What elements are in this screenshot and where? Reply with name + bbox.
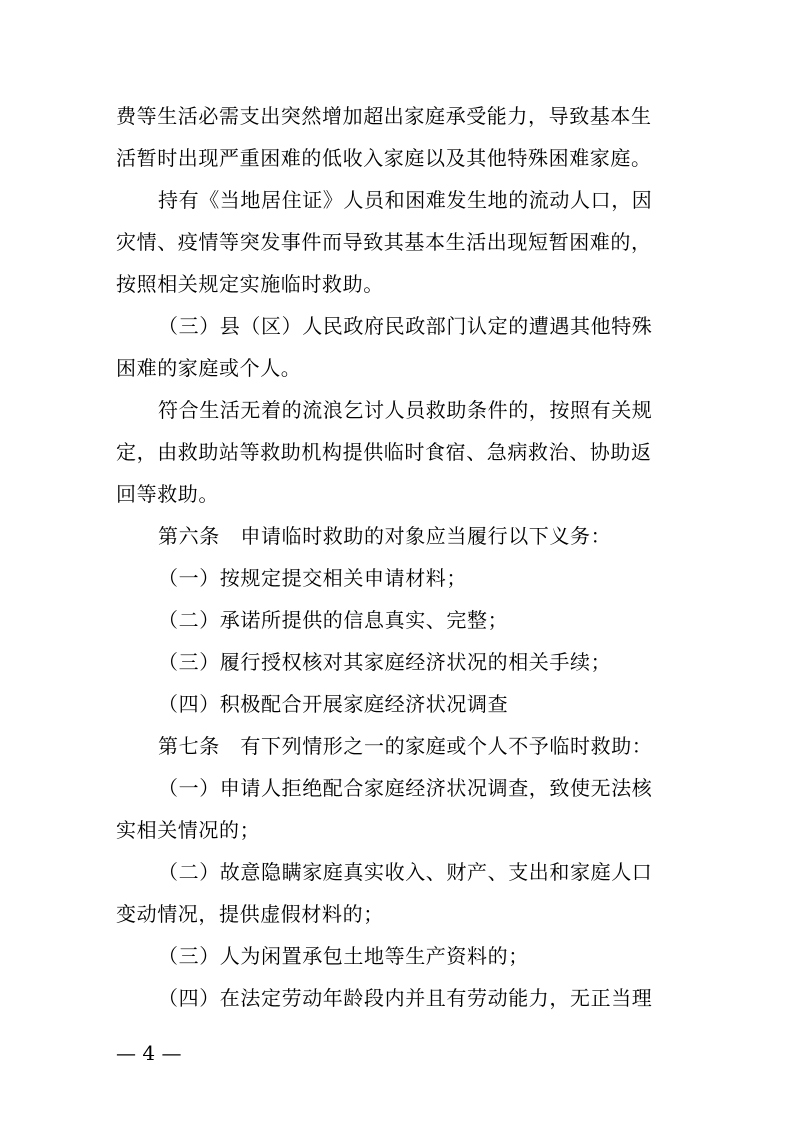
- list-item-line: （三）履行授权核对其家庭经济状况的相关手续；: [158, 650, 612, 674]
- paragraph-line: 符合生活无着的流浪乞讨人员救助条件的，按照有关规: [158, 398, 653, 422]
- list-item-line: （一）申请人拒绝配合家庭经济状况调查，致使无法核: [158, 776, 653, 800]
- paragraph-line: 费等生活必需支出突然增加超出家庭承受能力，导致基本生: [116, 104, 652, 128]
- list-item-line: 变动情况，提供虚假材料的；: [116, 902, 384, 926]
- list-item-line: （二）故意隐瞒家庭真实收入、财产、支出和家庭人口: [158, 860, 653, 884]
- paragraph-line: 持有《当地居住证》人员和困难发生地的流动人口，因: [158, 188, 653, 212]
- list-item-line: 实相关情况的；: [116, 818, 261, 842]
- page-number: — 4 —: [116, 1041, 182, 1065]
- paragraph-line: 按照相关规定实施临时救助。: [116, 272, 384, 296]
- list-item-line: （三）人为闲置承包土地等生产资料的；: [158, 944, 529, 968]
- paragraph-line: （三）县（区）人民政府民政部门认定的遭遇其他特殊: [158, 314, 653, 338]
- article-heading-line: 第六条 申请临时救助的对象应当履行以下义务：: [158, 524, 612, 548]
- paragraph-line: 困难的家庭或个人。: [116, 356, 302, 380]
- list-item-line: （二）承诺所提供的信息真实、完整；: [158, 608, 509, 632]
- list-item-line: （四）在法定劳动年龄段内并且有劳动能力，无正当理: [158, 986, 653, 1010]
- paragraph-line: 活暂时出现严重困难的低收入家庭以及其他特殊困难家庭。: [116, 146, 652, 170]
- paragraph-line: 灾情、疫情等突发事件而导致其基本生活出现短暂困难的，: [116, 230, 652, 254]
- article-heading-line: 第七条 有下列情形之一的家庭或个人不予临时救助：: [158, 734, 653, 758]
- list-item-line: （一）按规定提交相关申请材料；: [158, 566, 467, 590]
- list-item-line: （四）积极配合开展家庭经济状况调查: [158, 692, 509, 716]
- paragraph-line: 定，由救助站等救助机构提供临时食宿、急病救治、协助返: [116, 440, 652, 464]
- paragraph-line: 回等救助。: [116, 482, 219, 506]
